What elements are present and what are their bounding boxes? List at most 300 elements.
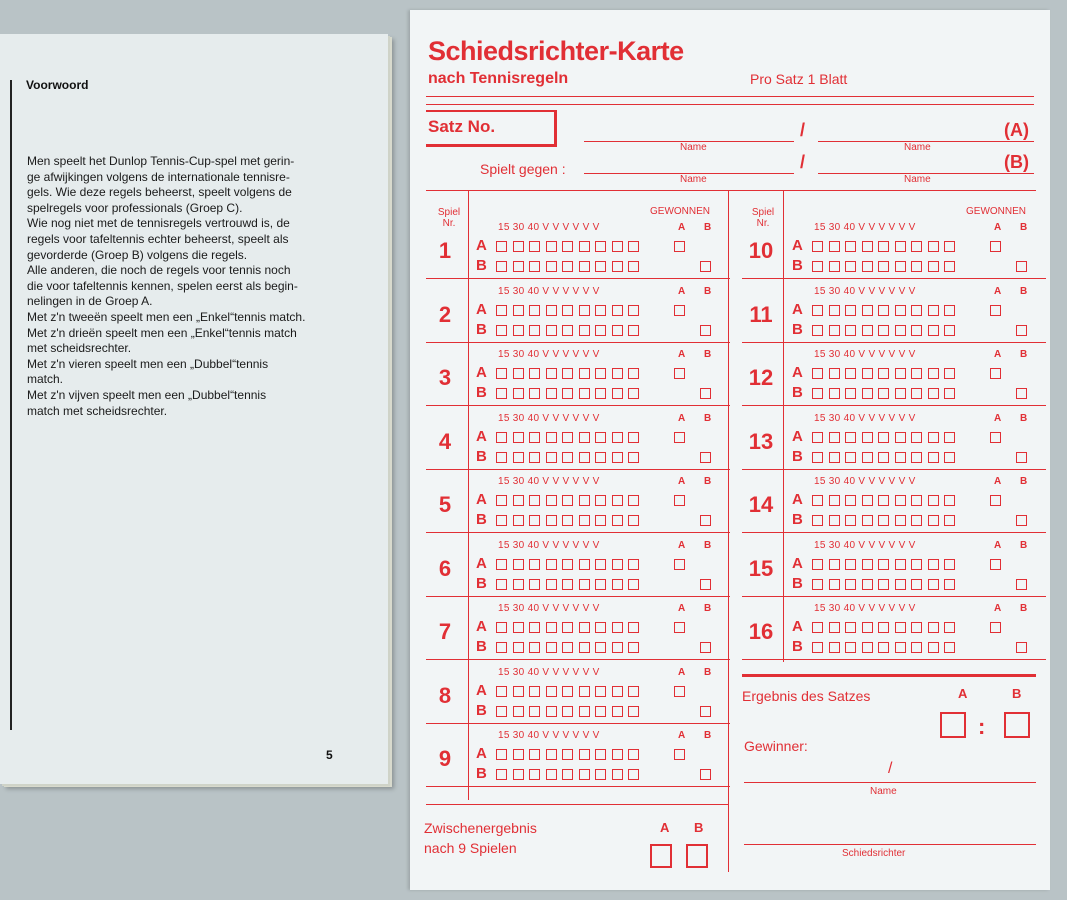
score-checkbox[interactable] xyxy=(595,495,606,506)
score-checkbox[interactable] xyxy=(911,432,922,443)
score-checkbox[interactable] xyxy=(829,432,840,443)
score-checkbox[interactable] xyxy=(812,452,823,463)
score-checkbox[interactable] xyxy=(496,452,507,463)
score-checkbox[interactable] xyxy=(895,642,906,653)
score-checkbox[interactable] xyxy=(845,515,856,526)
score-checkbox[interactable] xyxy=(562,749,573,760)
score-checkbox[interactable] xyxy=(562,325,573,336)
score-checkbox[interactable] xyxy=(628,769,639,780)
score-checkbox[interactable] xyxy=(562,515,573,526)
score-checkbox[interactable] xyxy=(845,642,856,653)
score-checkbox[interactable] xyxy=(812,305,823,316)
score-checkbox[interactable] xyxy=(878,432,889,443)
score-checkbox[interactable] xyxy=(628,515,639,526)
score-checkbox[interactable] xyxy=(546,241,557,252)
score-checkbox[interactable] xyxy=(496,325,507,336)
score-checkbox[interactable] xyxy=(612,368,623,379)
score-checkbox[interactable] xyxy=(595,432,606,443)
won-checkbox-a[interactable] xyxy=(990,368,1001,379)
score-checkbox[interactable] xyxy=(529,452,540,463)
score-checkbox[interactable] xyxy=(562,388,573,399)
won-checkbox-b[interactable] xyxy=(1016,642,1027,653)
score-checkbox[interactable] xyxy=(628,579,639,590)
score-checkbox[interactable] xyxy=(562,559,573,570)
score-checkbox[interactable] xyxy=(944,388,955,399)
score-checkbox[interactable] xyxy=(529,432,540,443)
score-checkbox[interactable] xyxy=(812,495,823,506)
score-checkbox[interactable] xyxy=(562,452,573,463)
intermediate-a-box[interactable] xyxy=(650,844,672,868)
score-checkbox[interactable] xyxy=(895,579,906,590)
won-checkbox-b[interactable] xyxy=(1016,515,1027,526)
won-checkbox-b[interactable] xyxy=(700,261,711,272)
score-checkbox[interactable] xyxy=(562,368,573,379)
score-checkbox[interactable] xyxy=(579,241,590,252)
won-checkbox-b[interactable] xyxy=(700,325,711,336)
score-checkbox[interactable] xyxy=(496,241,507,252)
score-checkbox[interactable] xyxy=(562,769,573,780)
score-checkbox[interactable] xyxy=(529,769,540,780)
score-checkbox[interactable] xyxy=(513,432,524,443)
score-checkbox[interactable] xyxy=(895,241,906,252)
score-checkbox[interactable] xyxy=(496,686,507,697)
score-checkbox[interactable] xyxy=(628,325,639,336)
score-checkbox[interactable] xyxy=(595,241,606,252)
score-checkbox[interactable] xyxy=(862,559,873,570)
score-checkbox[interactable] xyxy=(612,559,623,570)
score-checkbox[interactable] xyxy=(911,642,922,653)
score-checkbox[interactable] xyxy=(628,261,639,272)
score-checkbox[interactable] xyxy=(595,769,606,780)
score-checkbox[interactable] xyxy=(612,706,623,717)
score-checkbox[interactable] xyxy=(595,261,606,272)
score-checkbox[interactable] xyxy=(862,515,873,526)
score-checkbox[interactable] xyxy=(612,769,623,780)
score-checkbox[interactable] xyxy=(928,388,939,399)
score-checkbox[interactable] xyxy=(529,305,540,316)
score-checkbox[interactable] xyxy=(579,261,590,272)
referee-line[interactable] xyxy=(744,844,1036,845)
won-checkbox-b[interactable] xyxy=(700,642,711,653)
score-checkbox[interactable] xyxy=(546,388,557,399)
score-checkbox[interactable] xyxy=(944,305,955,316)
score-checkbox[interactable] xyxy=(595,305,606,316)
score-checkbox[interactable] xyxy=(911,241,922,252)
won-checkbox-a[interactable] xyxy=(674,368,685,379)
score-checkbox[interactable] xyxy=(895,388,906,399)
won-checkbox-b[interactable] xyxy=(700,579,711,590)
score-checkbox[interactable] xyxy=(895,495,906,506)
won-checkbox-a[interactable] xyxy=(674,305,685,316)
score-checkbox[interactable] xyxy=(878,622,889,633)
score-checkbox[interactable] xyxy=(579,325,590,336)
score-checkbox[interactable] xyxy=(529,515,540,526)
won-checkbox-a[interactable] xyxy=(990,432,1001,443)
score-checkbox[interactable] xyxy=(928,579,939,590)
score-checkbox[interactable] xyxy=(546,706,557,717)
score-checkbox[interactable] xyxy=(944,642,955,653)
score-checkbox[interactable] xyxy=(546,452,557,463)
score-checkbox[interactable] xyxy=(529,579,540,590)
won-checkbox-b[interactable] xyxy=(700,769,711,780)
score-checkbox[interactable] xyxy=(944,515,955,526)
score-checkbox[interactable] xyxy=(595,642,606,653)
score-checkbox[interactable] xyxy=(845,579,856,590)
score-checkbox[interactable] xyxy=(546,642,557,653)
score-checkbox[interactable] xyxy=(812,325,823,336)
score-checkbox[interactable] xyxy=(529,642,540,653)
score-checkbox[interactable] xyxy=(928,495,939,506)
score-checkbox[interactable] xyxy=(513,452,524,463)
score-checkbox[interactable] xyxy=(513,261,524,272)
score-checkbox[interactable] xyxy=(496,769,507,780)
score-checkbox[interactable] xyxy=(862,642,873,653)
score-checkbox[interactable] xyxy=(496,706,507,717)
score-checkbox[interactable] xyxy=(862,388,873,399)
score-checkbox[interactable] xyxy=(862,495,873,506)
score-checkbox[interactable] xyxy=(579,388,590,399)
score-checkbox[interactable] xyxy=(911,559,922,570)
score-checkbox[interactable] xyxy=(895,432,906,443)
score-checkbox[interactable] xyxy=(944,622,955,633)
score-checkbox[interactable] xyxy=(579,305,590,316)
score-checkbox[interactable] xyxy=(546,769,557,780)
score-checkbox[interactable] xyxy=(612,642,623,653)
score-checkbox[interactable] xyxy=(829,642,840,653)
score-checkbox[interactable] xyxy=(496,559,507,570)
score-checkbox[interactable] xyxy=(895,325,906,336)
score-checkbox[interactable] xyxy=(595,749,606,760)
score-checkbox[interactable] xyxy=(829,368,840,379)
won-checkbox-b[interactable] xyxy=(1016,452,1027,463)
score-checkbox[interactable] xyxy=(529,686,540,697)
score-checkbox[interactable] xyxy=(878,325,889,336)
score-checkbox[interactable] xyxy=(944,325,955,336)
score-checkbox[interactable] xyxy=(579,686,590,697)
score-checkbox[interactable] xyxy=(513,368,524,379)
score-checkbox[interactable] xyxy=(612,579,623,590)
score-checkbox[interactable] xyxy=(628,495,639,506)
score-checkbox[interactable] xyxy=(911,368,922,379)
won-checkbox-a[interactable] xyxy=(990,241,1001,252)
score-checkbox[interactable] xyxy=(579,559,590,570)
score-checkbox[interactable] xyxy=(845,622,856,633)
score-checkbox[interactable] xyxy=(878,579,889,590)
score-checkbox[interactable] xyxy=(562,305,573,316)
score-checkbox[interactable] xyxy=(579,432,590,443)
score-checkbox[interactable] xyxy=(829,559,840,570)
score-checkbox[interactable] xyxy=(562,579,573,590)
score-checkbox[interactable] xyxy=(845,261,856,272)
score-checkbox[interactable] xyxy=(812,368,823,379)
score-checkbox[interactable] xyxy=(595,706,606,717)
score-checkbox[interactable] xyxy=(812,622,823,633)
score-checkbox[interactable] xyxy=(595,452,606,463)
score-checkbox[interactable] xyxy=(513,241,524,252)
score-checkbox[interactable] xyxy=(812,241,823,252)
score-checkbox[interactable] xyxy=(628,368,639,379)
score-checkbox[interactable] xyxy=(845,495,856,506)
score-checkbox[interactable] xyxy=(829,261,840,272)
score-checkbox[interactable] xyxy=(928,368,939,379)
score-checkbox[interactable] xyxy=(612,325,623,336)
score-checkbox[interactable] xyxy=(546,368,557,379)
won-checkbox-b[interactable] xyxy=(700,452,711,463)
score-checkbox[interactable] xyxy=(496,388,507,399)
score-checkbox[interactable] xyxy=(944,261,955,272)
score-checkbox[interactable] xyxy=(845,452,856,463)
score-checkbox[interactable] xyxy=(911,495,922,506)
score-checkbox[interactable] xyxy=(928,325,939,336)
intermediate-b-box[interactable] xyxy=(686,844,708,868)
score-checkbox[interactable] xyxy=(546,261,557,272)
score-checkbox[interactable] xyxy=(595,559,606,570)
score-checkbox[interactable] xyxy=(829,495,840,506)
score-checkbox[interactable] xyxy=(595,686,606,697)
set-result-a-box[interactable] xyxy=(940,712,966,738)
score-checkbox[interactable] xyxy=(595,325,606,336)
score-checkbox[interactable] xyxy=(911,261,922,272)
score-checkbox[interactable] xyxy=(562,241,573,252)
won-checkbox-a[interactable] xyxy=(674,241,685,252)
score-checkbox[interactable] xyxy=(878,559,889,570)
score-checkbox[interactable] xyxy=(612,622,623,633)
score-checkbox[interactable] xyxy=(496,642,507,653)
score-checkbox[interactable] xyxy=(895,515,906,526)
score-checkbox[interactable] xyxy=(628,622,639,633)
score-checkbox[interactable] xyxy=(829,452,840,463)
score-checkbox[interactable] xyxy=(546,622,557,633)
score-checkbox[interactable] xyxy=(829,305,840,316)
score-checkbox[interactable] xyxy=(579,495,590,506)
score-checkbox[interactable] xyxy=(895,452,906,463)
score-checkbox[interactable] xyxy=(513,579,524,590)
score-checkbox[interactable] xyxy=(944,495,955,506)
score-checkbox[interactable] xyxy=(812,559,823,570)
score-checkbox[interactable] xyxy=(562,642,573,653)
score-checkbox[interactable] xyxy=(944,452,955,463)
score-checkbox[interactable] xyxy=(862,452,873,463)
score-checkbox[interactable] xyxy=(878,452,889,463)
score-checkbox[interactable] xyxy=(628,305,639,316)
score-checkbox[interactable] xyxy=(845,388,856,399)
won-checkbox-b[interactable] xyxy=(700,706,711,717)
score-checkbox[interactable] xyxy=(911,388,922,399)
score-checkbox[interactable] xyxy=(845,325,856,336)
won-checkbox-a[interactable] xyxy=(674,495,685,506)
score-checkbox[interactable] xyxy=(595,579,606,590)
score-checkbox[interactable] xyxy=(862,368,873,379)
score-checkbox[interactable] xyxy=(911,515,922,526)
score-checkbox[interactable] xyxy=(579,622,590,633)
score-checkbox[interactable] xyxy=(612,241,623,252)
score-checkbox[interactable] xyxy=(579,749,590,760)
score-checkbox[interactable] xyxy=(628,452,639,463)
score-checkbox[interactable] xyxy=(496,579,507,590)
won-checkbox-a[interactable] xyxy=(990,559,1001,570)
score-checkbox[interactable] xyxy=(911,579,922,590)
score-checkbox[interactable] xyxy=(628,686,639,697)
score-checkbox[interactable] xyxy=(595,622,606,633)
score-checkbox[interactable] xyxy=(895,261,906,272)
score-checkbox[interactable] xyxy=(529,622,540,633)
won-checkbox-a[interactable] xyxy=(674,686,685,697)
score-checkbox[interactable] xyxy=(529,261,540,272)
score-checkbox[interactable] xyxy=(612,388,623,399)
winner-line[interactable] xyxy=(744,782,1036,783)
score-checkbox[interactable] xyxy=(812,261,823,272)
score-checkbox[interactable] xyxy=(562,495,573,506)
won-checkbox-a[interactable] xyxy=(674,749,685,760)
score-checkbox[interactable] xyxy=(628,241,639,252)
won-checkbox-a[interactable] xyxy=(990,495,1001,506)
score-checkbox[interactable] xyxy=(862,241,873,252)
score-checkbox[interactable] xyxy=(944,579,955,590)
score-checkbox[interactable] xyxy=(878,495,889,506)
score-checkbox[interactable] xyxy=(911,305,922,316)
score-checkbox[interactable] xyxy=(944,559,955,570)
score-checkbox[interactable] xyxy=(878,305,889,316)
set-result-b-box[interactable] xyxy=(1004,712,1030,738)
score-checkbox[interactable] xyxy=(496,261,507,272)
score-checkbox[interactable] xyxy=(529,749,540,760)
score-checkbox[interactable] xyxy=(546,325,557,336)
score-checkbox[interactable] xyxy=(878,261,889,272)
score-checkbox[interactable] xyxy=(513,559,524,570)
score-checkbox[interactable] xyxy=(529,325,540,336)
score-checkbox[interactable] xyxy=(812,642,823,653)
score-checkbox[interactable] xyxy=(829,515,840,526)
won-checkbox-b[interactable] xyxy=(1016,261,1027,272)
score-checkbox[interactable] xyxy=(628,749,639,760)
score-checkbox[interactable] xyxy=(928,432,939,443)
won-checkbox-b[interactable] xyxy=(700,388,711,399)
score-checkbox[interactable] xyxy=(496,749,507,760)
score-checkbox[interactable] xyxy=(612,305,623,316)
score-checkbox[interactable] xyxy=(496,305,507,316)
score-checkbox[interactable] xyxy=(546,559,557,570)
won-checkbox-b[interactable] xyxy=(1016,325,1027,336)
score-checkbox[interactable] xyxy=(579,515,590,526)
won-checkbox-b[interactable] xyxy=(1016,388,1027,399)
score-checkbox[interactable] xyxy=(496,432,507,443)
won-checkbox-a[interactable] xyxy=(990,305,1001,316)
score-checkbox[interactable] xyxy=(829,325,840,336)
score-checkbox[interactable] xyxy=(829,622,840,633)
score-checkbox[interactable] xyxy=(812,515,823,526)
score-checkbox[interactable] xyxy=(496,495,507,506)
score-checkbox[interactable] xyxy=(829,241,840,252)
score-checkbox[interactable] xyxy=(829,388,840,399)
score-checkbox[interactable] xyxy=(878,241,889,252)
score-checkbox[interactable] xyxy=(862,261,873,272)
score-checkbox[interactable] xyxy=(895,368,906,379)
score-checkbox[interactable] xyxy=(529,241,540,252)
score-checkbox[interactable] xyxy=(546,495,557,506)
score-checkbox[interactable] xyxy=(878,515,889,526)
score-checkbox[interactable] xyxy=(944,432,955,443)
score-checkbox[interactable] xyxy=(862,579,873,590)
score-checkbox[interactable] xyxy=(845,241,856,252)
score-checkbox[interactable] xyxy=(628,706,639,717)
score-checkbox[interactable] xyxy=(911,622,922,633)
score-checkbox[interactable] xyxy=(845,559,856,570)
score-checkbox[interactable] xyxy=(546,305,557,316)
score-checkbox[interactable] xyxy=(628,559,639,570)
score-checkbox[interactable] xyxy=(595,515,606,526)
score-checkbox[interactable] xyxy=(862,305,873,316)
score-checkbox[interactable] xyxy=(579,579,590,590)
score-checkbox[interactable] xyxy=(895,622,906,633)
score-checkbox[interactable] xyxy=(812,388,823,399)
score-checkbox[interactable] xyxy=(612,495,623,506)
score-checkbox[interactable] xyxy=(496,622,507,633)
score-checkbox[interactable] xyxy=(562,261,573,272)
score-checkbox[interactable] xyxy=(513,515,524,526)
score-checkbox[interactable] xyxy=(529,388,540,399)
score-checkbox[interactable] xyxy=(845,305,856,316)
score-checkbox[interactable] xyxy=(862,325,873,336)
score-checkbox[interactable] xyxy=(862,622,873,633)
score-checkbox[interactable] xyxy=(579,452,590,463)
score-checkbox[interactable] xyxy=(546,686,557,697)
score-checkbox[interactable] xyxy=(928,305,939,316)
score-checkbox[interactable] xyxy=(496,515,507,526)
score-checkbox[interactable] xyxy=(546,432,557,443)
score-checkbox[interactable] xyxy=(579,368,590,379)
score-checkbox[interactable] xyxy=(595,368,606,379)
score-checkbox[interactable] xyxy=(546,579,557,590)
score-checkbox[interactable] xyxy=(579,642,590,653)
score-checkbox[interactable] xyxy=(895,559,906,570)
score-checkbox[interactable] xyxy=(513,305,524,316)
score-checkbox[interactable] xyxy=(612,749,623,760)
score-checkbox[interactable] xyxy=(513,749,524,760)
score-checkbox[interactable] xyxy=(845,368,856,379)
score-checkbox[interactable] xyxy=(628,432,639,443)
score-checkbox[interactable] xyxy=(812,579,823,590)
score-checkbox[interactable] xyxy=(546,749,557,760)
score-checkbox[interactable] xyxy=(595,388,606,399)
score-checkbox[interactable] xyxy=(513,686,524,697)
score-checkbox[interactable] xyxy=(628,642,639,653)
score-checkbox[interactable] xyxy=(529,368,540,379)
score-checkbox[interactable] xyxy=(513,706,524,717)
score-checkbox[interactable] xyxy=(529,495,540,506)
score-checkbox[interactable] xyxy=(612,515,623,526)
won-checkbox-a[interactable] xyxy=(674,432,685,443)
score-checkbox[interactable] xyxy=(562,706,573,717)
won-checkbox-a[interactable] xyxy=(674,622,685,633)
score-checkbox[interactable] xyxy=(911,452,922,463)
score-checkbox[interactable] xyxy=(513,642,524,653)
score-checkbox[interactable] xyxy=(612,686,623,697)
score-checkbox[interactable] xyxy=(612,452,623,463)
score-checkbox[interactable] xyxy=(878,388,889,399)
score-checkbox[interactable] xyxy=(529,706,540,717)
score-checkbox[interactable] xyxy=(944,241,955,252)
score-checkbox[interactable] xyxy=(878,642,889,653)
score-checkbox[interactable] xyxy=(928,642,939,653)
score-checkbox[interactable] xyxy=(862,432,873,443)
won-checkbox-a[interactable] xyxy=(990,622,1001,633)
score-checkbox[interactable] xyxy=(612,261,623,272)
score-checkbox[interactable] xyxy=(812,432,823,443)
score-checkbox[interactable] xyxy=(911,325,922,336)
score-checkbox[interactable] xyxy=(513,622,524,633)
score-checkbox[interactable] xyxy=(562,432,573,443)
score-checkbox[interactable] xyxy=(513,769,524,780)
